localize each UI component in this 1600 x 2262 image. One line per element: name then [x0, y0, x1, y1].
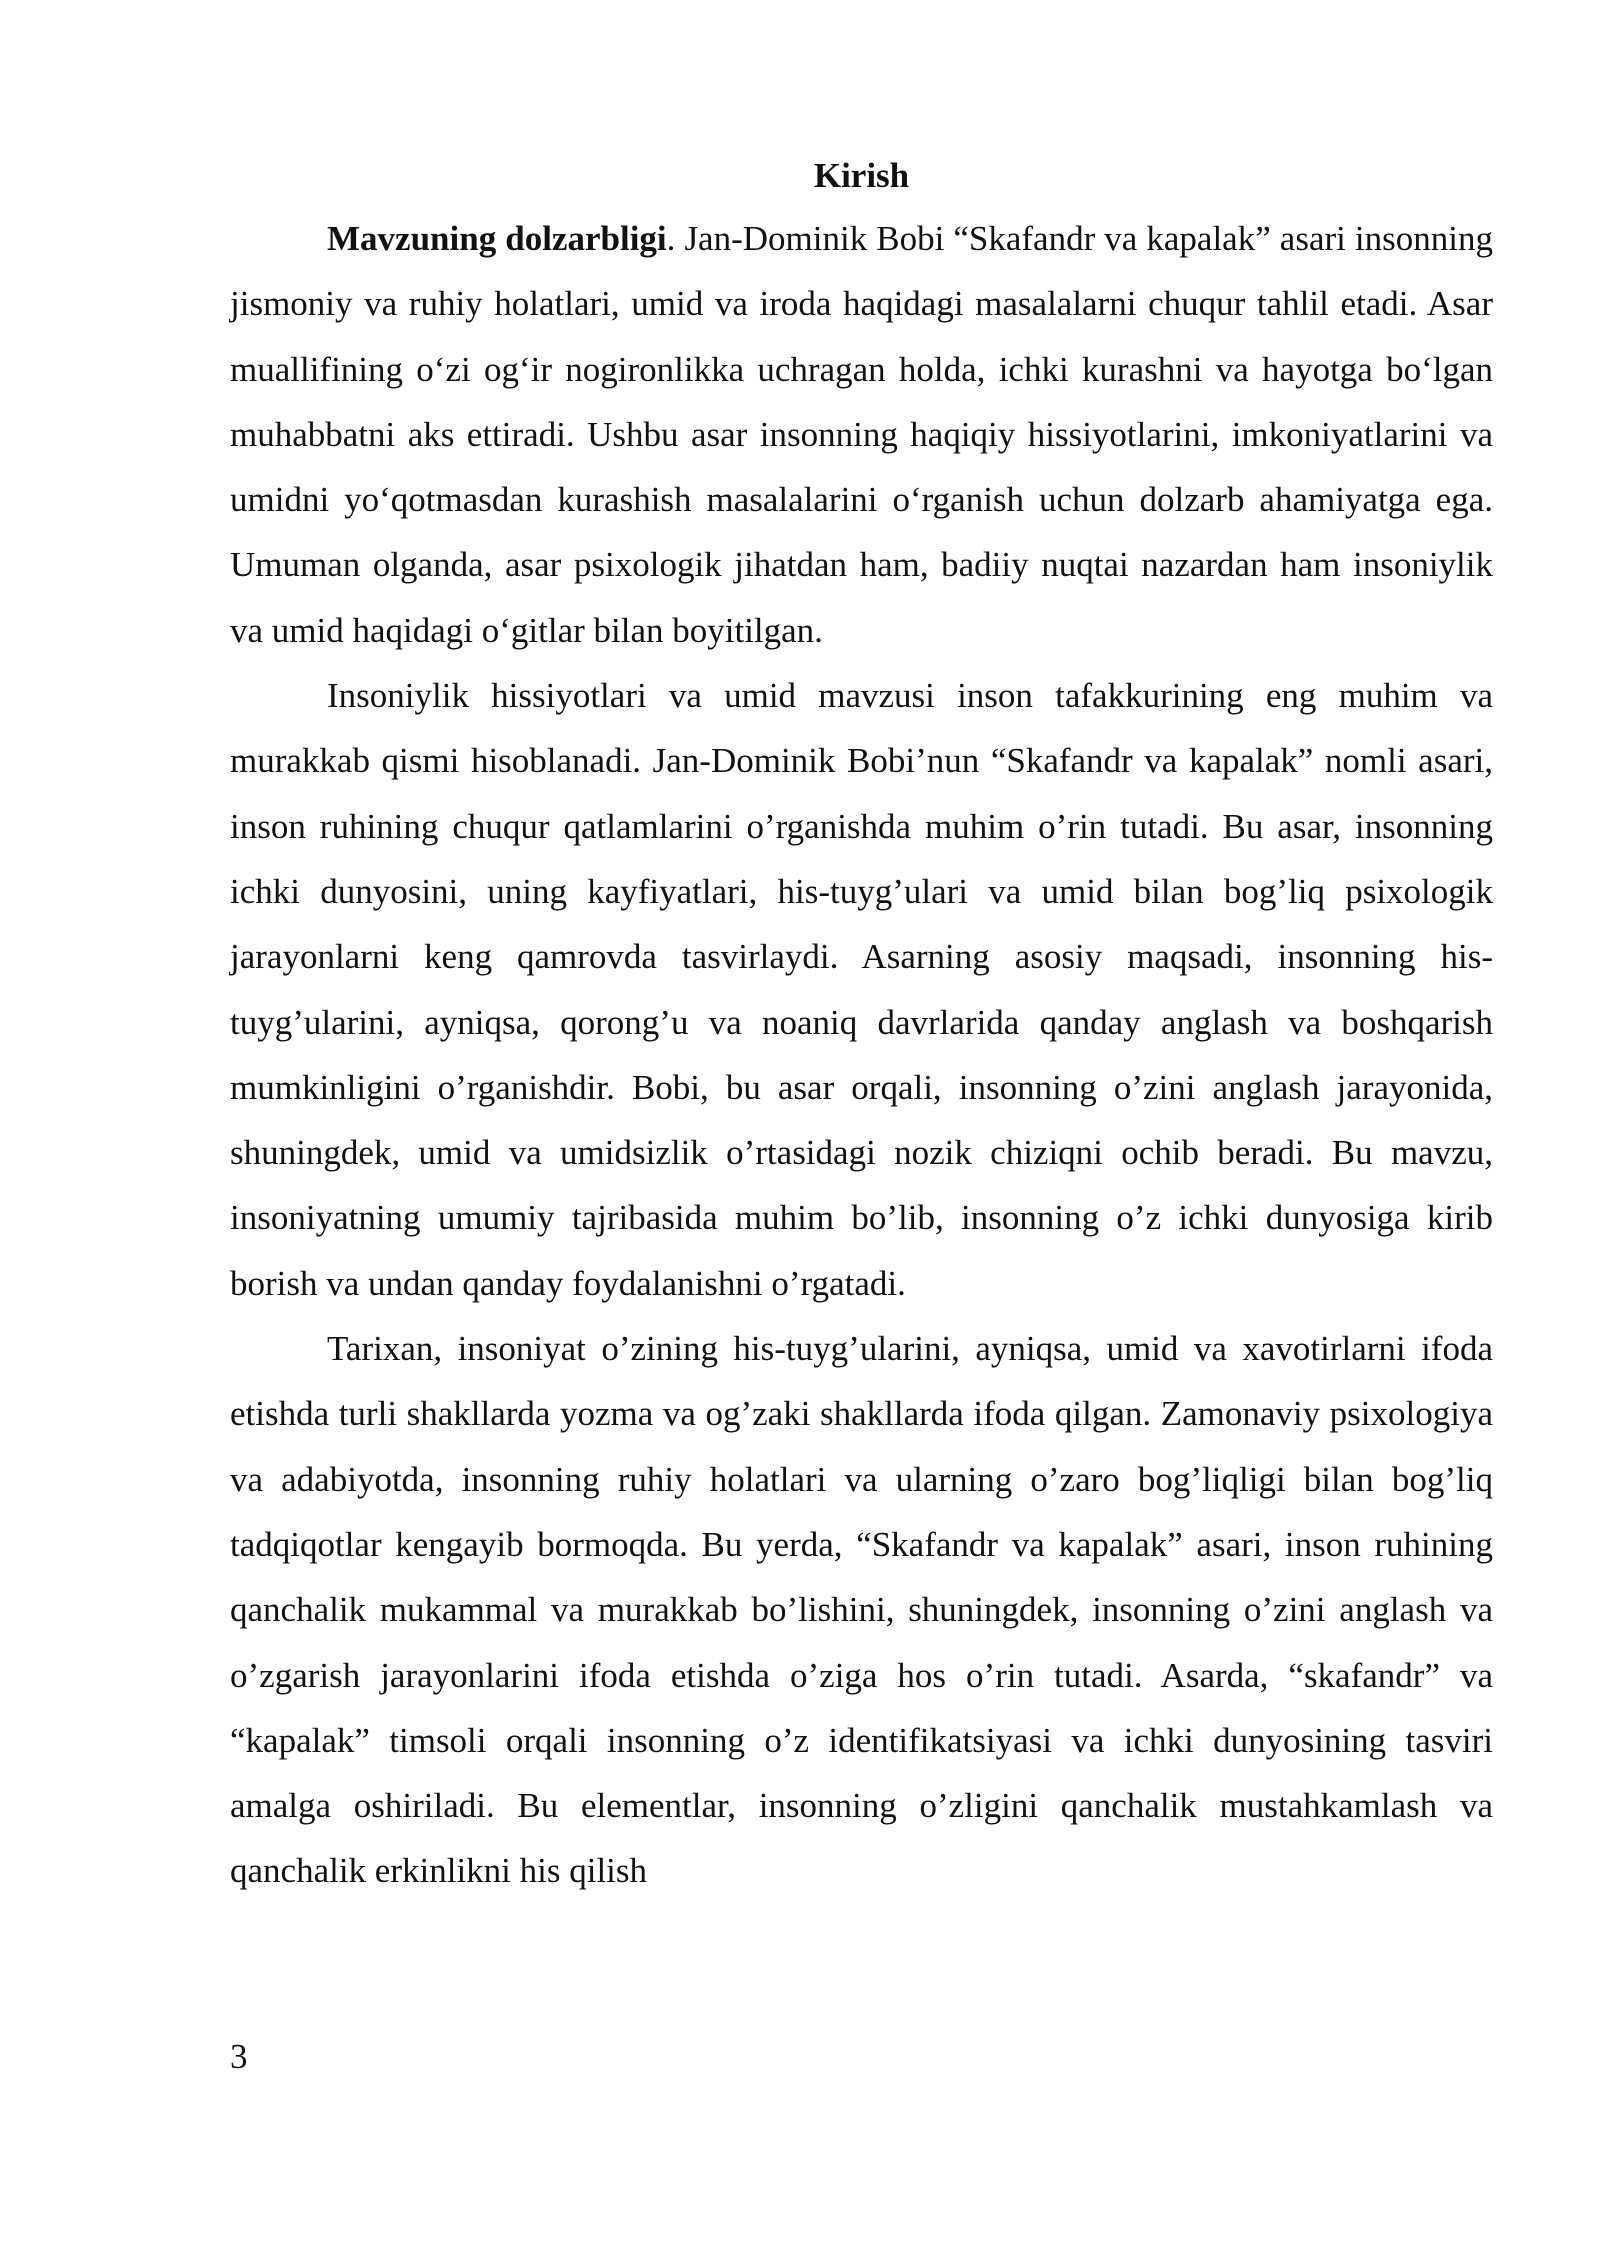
paragraph-lead: Mavzuning dolzarbligi: [327, 219, 667, 258]
paragraph-text: Tarixan, insoniyat o’zining his-tuyg’ularini, ayniqsa, umid va xavotirlarni ifoda etishda turli shakllarda yozma va og’zaki shakllarda ifoda qilgan. Zamonaviy psixologiya va adabiyotda, insonning ruhiy holatlari va ularning o’zaro bog’liqligi bilan bog’liq tadqiqotlar kengayib bormoqda. Bu yerda, “Skafandr va kapalak” asari, inson ruhining qanchalik mukammal va murakkab bo’lishini, shuningdek, insonning o’zini anglash va o’zgarish jarayonlarini ifoda etishda o’ziga hos o’rin tutadi. Asarda, “skafandr” va “kapalak” timsoli orqali insonning o’z identifikatsiyasi va ichki dunyosining tasviri amalga oshiriladi. Bu elementlar, insonning o’zligini qanchalik mustahkamlash va qanchalik erkinlikni his qilish: [230, 1329, 1493, 1891]
paragraph-text: . Jan-Dominik Bobi “Skafandr va kapalak” asari insonning jismoniy va ruhiy holatlari, umid va iroda haqidagi masalalarni chuqur tahlil etadi. Asar muallifining o‘zi og‘ir nogironlikka uchragan holda, ichki kurashni va hayotga bo‘lgan muhabbatni aks ettiradi. Ushbu asar insonning haqiqiy hissiyotlarini, imkoniyatlarini va umidni yo‘qotmasdan kurashish masalalarini o‘rganish uchun dolzarb ahamiyatga ega. Umuman olganda, asar psixologik jihatdan ham, badiiy nuqtai nazardan ham insoniylik va umid haqidagi o‘gitlar bilan boyitilgan.: [230, 219, 1493, 650]
page-number: 3: [230, 2037, 248, 2076]
paragraph-history: [230, 1316, 1493, 1904]
section-heading: Kirish: [813, 156, 910, 195]
paragraph-relevance: [230, 206, 1493, 663]
page-content: [230, 146, 1493, 1904]
paragraph-text: Insoniylik hissiyotlari va umid mavzusi inson tafakkurining eng muhim va murakkab qismi hisoblanadi. Jan-Dominik Bobi’nun “Skafandr va kapalak” nomli asari, inson ruhining chuqur qatlamlarini o’rganishda muhim o’rin tutadi. Bu asar, insonning ichki dunyosini, uning kayfiyatlari, his-tuyg’ulari va umid bilan bog’liq psixologik jarayonlarni keng qamrovda tasvirlaydi. Asarning asosiy maqsadi, insonning his-tuyg’ularini, ayniqsa, qorong’u va noaniq davrlarida qanday anglash va boshqarish mumkinligini o’rganishdir. Bobi, bu asar orqali, insonning o’zini anglash jarayonida, shuningdek, umid va umidsizlik o’rtasidagi nozik chiziqni ochib beradi. Bu mavzu, insoniyatning umumiy tajribasida muhim bo’lib, insonning o’z ichki dunyosiga kirib borish va undan qanday foydalanishni o’rgatadi.: [230, 676, 1493, 1303]
paragraph-humanity-feelings: [230, 663, 1493, 1316]
